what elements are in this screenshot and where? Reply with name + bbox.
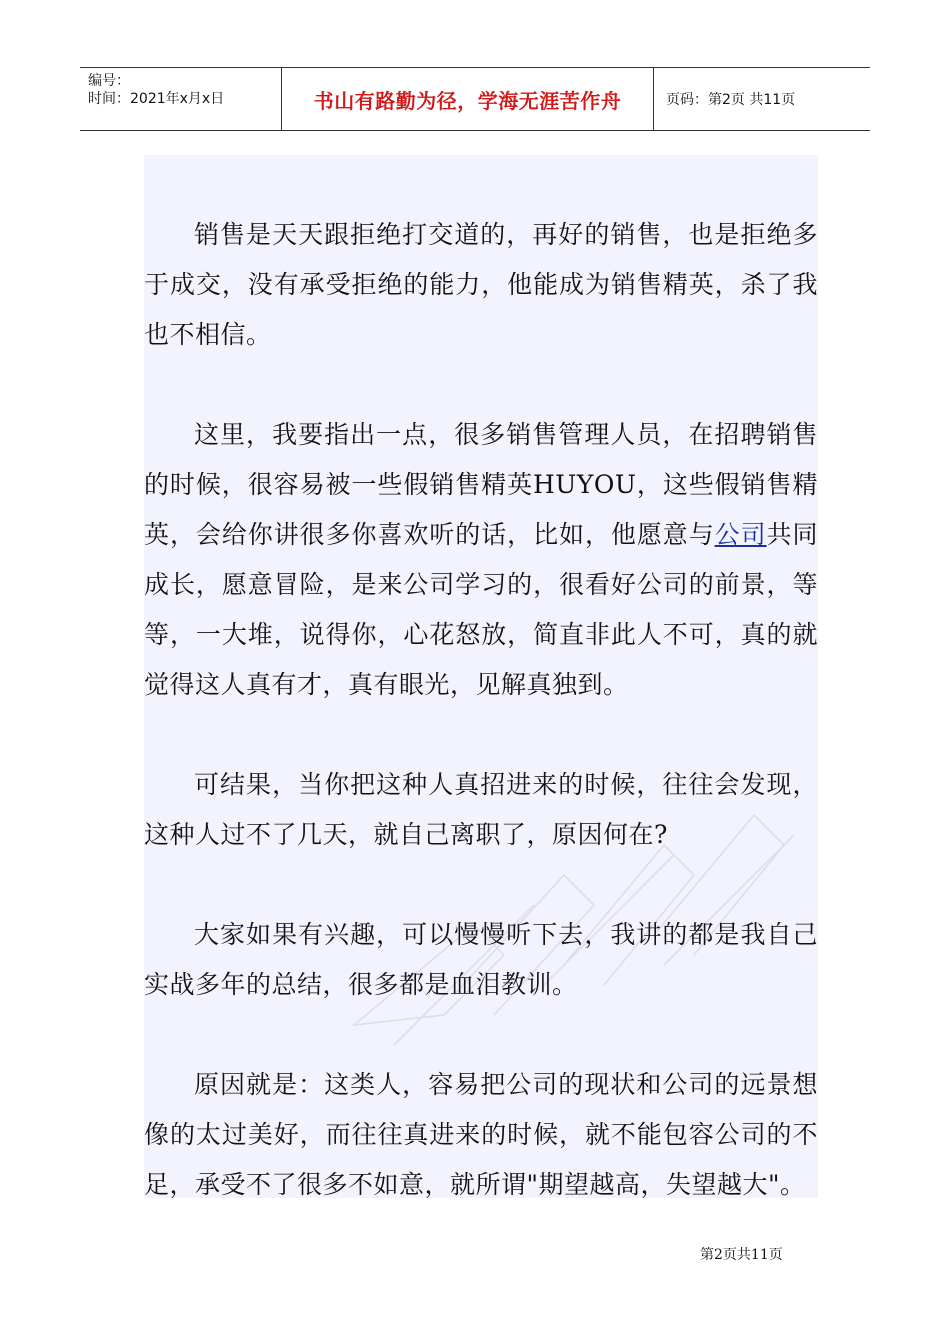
paragraph-5: 原因就是：这类人，容易把公司的现状和公司的远景想像的太过美好，而往往真进来的时候，就不能包容公司的不足，承受不了很多不如意，就所谓"期望越高，失望越大"。 <box>144 1070 818 1199</box>
document-body <box>144 155 818 1198</box>
paragraph-1: 销售是天天跟拒绝打交道的，再好的销售，也是拒绝多于成交，没有承受拒绝的能力，他能成为销售精英，杀了我也不相信。 <box>144 220 818 349</box>
header-page-info <box>654 68 870 130</box>
footer-page-text: 第2页共11页 <box>700 1247 783 1263</box>
page-footer <box>700 1244 783 1264</box>
header-meta <box>80 68 282 130</box>
page-info: 页码：第2页 共11页 <box>666 92 796 108</box>
time-label: 时间：2021年x月x日 <box>88 91 225 107</box>
motto: 书山有路勤为径，学海无涯苦作舟 <box>313 88 622 113</box>
page-header <box>80 67 870 131</box>
paragraph-2-text-b: 共同成长，愿意冒险，是来公司学习的，很看好公司的前景，等等，一大堆，说得你，心花怒放，简直非此人不可，真的就觉得这人真有才，真有眼光，见解真独到。 <box>144 520 818 699</box>
company-link[interactable]: 公司 <box>714 520 767 549</box>
number-label: 编号： <box>88 73 130 89</box>
paragraph-2 <box>144 410 818 710</box>
paragraph-3: 可结果，当你把这种人真招进来的时候，往往会发现，这种人过不了几天，就自己离职了，原因何在? <box>144 770 818 849</box>
paragraph-2-text-a: 这里，我要指出一点，很多销售管理人员，在招聘销售的时候，很容易被一些假销售精英HUYOU，这些假销售精英，会给你讲很多你喜欢听的话，比如，他愿意与 <box>144 420 818 549</box>
header-motto-cell <box>282 68 654 130</box>
paragraph-4: 大家如果有兴趣，可以慢慢听下去，我讲的都是我自己实战多年的总结，很多都是血泪教训。 <box>144 920 818 999</box>
